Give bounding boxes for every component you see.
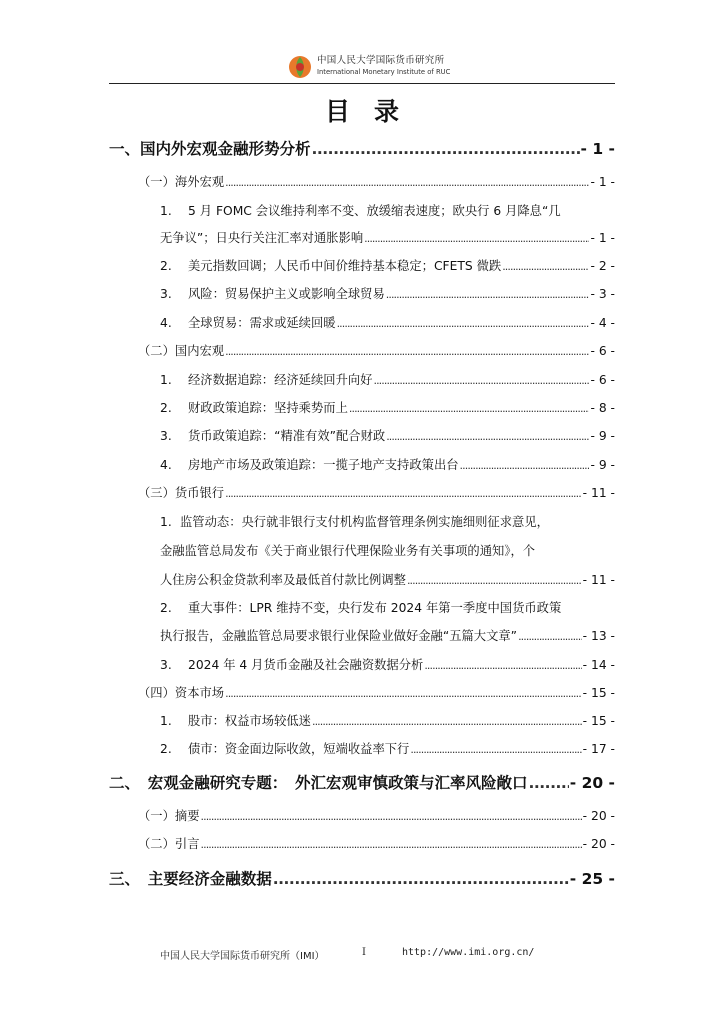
toc-leader [460, 459, 590, 472]
toc-page: - 15 - [582, 714, 615, 728]
toc-leader [273, 870, 569, 888]
toc-leader [410, 743, 581, 756]
toc-entry-section-2[interactable] [109, 771, 615, 793]
toc-label: 执行报告，金融监管总局要求银行业保险业做好金融“五篇大文章” [160, 629, 518, 643]
toc-label: 房地产市场及政策追踪：一揽子地产支持政策出台 [188, 458, 459, 472]
toc-page: - 15 - [582, 686, 615, 700]
toc-entry-1-4-2[interactable] [160, 739, 615, 757]
institute-name-en: International Monetary Institute of RUC [317, 68, 451, 76]
toc-label: 二、 宏观金融研究专题： 外汇宏观审慎政策与汇率风险敞口 [109, 774, 528, 792]
toc-number: 3. [160, 658, 172, 672]
toc-leader [312, 140, 580, 158]
toc-entry-1-1-4[interactable] [160, 313, 615, 331]
toc-entry-1-3-3[interactable] [160, 655, 615, 673]
toc-leader [518, 630, 582, 643]
toc-page: - 11 - [582, 486, 615, 500]
toc-entry-1-3-1-line1 [160, 512, 549, 530]
toc-leader [225, 345, 589, 358]
toc-page: - 6 - [590, 373, 615, 387]
toc-entry-1-1-3[interactable] [160, 284, 615, 302]
toc-entry-section-1[interactable] [109, 137, 615, 159]
footer-page-number: I [362, 947, 366, 958]
toc-page: - 11 - [582, 573, 615, 587]
toc-page: - 13 - [582, 629, 615, 643]
toc-leader [349, 402, 590, 415]
toc-leader [225, 487, 582, 500]
toc-page: - 9 - [590, 429, 615, 443]
toc-label: （四）资本市场 [138, 686, 225, 700]
toc-entry-2-2[interactable] [138, 834, 615, 852]
toc-leader [364, 232, 589, 245]
toc-leader [225, 687, 582, 700]
toc-page: - 1 - [590, 175, 615, 189]
toc-entry-1-1-1-line1 [160, 201, 561, 219]
toc-entry-1-3-2[interactable] [160, 626, 615, 644]
toc-label: （二）引言 [138, 837, 200, 851]
toc-label: 2024 年 4 月货币金融及社会融资数据分析 [188, 658, 424, 672]
toc-entry-1-2-1[interactable] [160, 370, 615, 388]
toc-entry-1-3[interactable] [138, 483, 615, 501]
footer-institute: 中国人民大学国际货币研究所（IMI） [160, 951, 325, 962]
toc-page: - 8 - [590, 401, 615, 415]
toc-leader [386, 288, 590, 301]
toc-label-line: 5 月 FOMC 会议维持利率不变、放缓缩表速度；欧央行 6 月降息“几 [188, 204, 561, 218]
toc-page: - 17 - [582, 742, 615, 756]
toc-page: - 3 - [590, 287, 615, 301]
toc-label: 三、 主要经济金融数据 [109, 870, 272, 888]
toc-leader [312, 715, 582, 728]
institute-name [317, 55, 450, 77]
toc-entry-section-3[interactable] [109, 867, 615, 889]
toc-page: - 4 - [590, 316, 615, 330]
toc-label: （二）国内宏观 [138, 344, 225, 358]
toc-entry-1-1[interactable] [138, 172, 615, 190]
toc-number: 1. [160, 714, 172, 728]
toc-leader [373, 374, 589, 387]
page-title: 目录 [324, 97, 423, 126]
toc-label: 全球贸易：需求或延续回暖 [188, 316, 336, 330]
toc-label: 股市：权益市场较低迷 [188, 714, 311, 728]
toc-number: 3. [160, 429, 172, 443]
footer-url[interactable]: http://www.imi.org.cn/ [402, 947, 535, 958]
toc-label-line: 监管动态：央行就非银行支付机构监督管理条例实施细则征求意见， [180, 515, 549, 529]
toc-page: - 25 - [569, 870, 615, 888]
toc-page: - 20 - [582, 809, 615, 823]
toc-number: 2. [160, 742, 172, 756]
toc-entry-1-2-2[interactable] [160, 398, 615, 416]
toc-page: - 6 - [590, 344, 615, 358]
toc-entry-1-1-1[interactable] [160, 228, 615, 246]
toc-number: 4. [160, 458, 172, 472]
toc-page: - 20 - [582, 837, 615, 851]
toc-page: - 1 - [590, 231, 615, 245]
toc-page: - 2 - [590, 259, 615, 273]
toc-page: - 20 - [569, 774, 615, 792]
toc-entry-1-2[interactable] [138, 341, 615, 359]
toc-leader [201, 838, 582, 851]
toc-label: 美元指数回调；人民币中间价维持基本稳定；CFETS 微跌 [188, 259, 502, 273]
toc-leader [225, 176, 589, 189]
toc-leader [386, 430, 589, 443]
toc-label: 经济数据追踪：经济延续回升向好 [188, 373, 373, 387]
toc-number: 1. [160, 373, 172, 387]
toc-entry-1-4-1[interactable] [160, 711, 615, 729]
toc-label: 货币政策追踪：“精准有效”配合财政 [188, 429, 386, 443]
toc-page: - 14 - [582, 658, 615, 672]
toc-leader [424, 659, 581, 672]
toc-leader [407, 574, 582, 587]
toc-entry-1-3-1[interactable] [160, 570, 615, 588]
imi-logo-icon [287, 54, 313, 80]
toc-leader [337, 317, 590, 330]
toc-label-line: 重大事件：LPR 维持不变，央行发布 2024 年第一季度中国货币政策 [188, 601, 562, 615]
toc-label: 财政政策追踪：坚持乘势而上 [188, 401, 348, 415]
toc-number: 2. [160, 601, 172, 615]
toc-label: （一）摘要 [138, 809, 200, 823]
toc-number: 2. [160, 259, 172, 273]
toc-label: 无争议”；日央行关注汇率对通胀影响 [160, 231, 364, 245]
toc-label: 人住房公积金贷款利率及最低首付款比例调整 [160, 573, 406, 587]
toc-label: 风险：贸易保护主义或影响全球贸易 [188, 287, 385, 301]
toc-number: 1. [160, 515, 172, 529]
toc-number: 1. [160, 204, 172, 218]
toc-label: 一、国内外宏观金融形势分析 [109, 140, 311, 158]
toc-entry-1-1-2[interactable] [160, 256, 615, 274]
toc-leader [201, 810, 582, 823]
toc-leader [502, 260, 589, 273]
toc-leader [529, 774, 569, 792]
toc-number: 3. [160, 287, 172, 301]
toc-entry-1-4[interactable] [138, 683, 615, 701]
institute-name-cn: 中国人民大学国际货币研究所 [317, 55, 445, 66]
toc-entry-1-2-3[interactable] [160, 426, 615, 444]
page-header [109, 50, 615, 84]
toc-entry-2-1[interactable] [138, 806, 615, 824]
toc-label-line: 金融监管总局发布《关于商业银行代理保险业务有关事项的通知》，个 [160, 544, 536, 558]
toc-label: （三）货币银行 [138, 486, 225, 500]
toc-number: 4. [160, 316, 172, 330]
toc-entry-1-2-4[interactable] [160, 455, 615, 473]
toc-label: 债市：资金面边际收敛，短端收益率下行 [188, 742, 410, 756]
toc-page: - 9 - [590, 458, 615, 472]
toc-page: - 1 - [580, 140, 615, 158]
toc-entry-1-3-2-line1 [160, 598, 561, 616]
toc-label: （一）海外宏观 [138, 175, 225, 189]
toc-number: 2. [160, 401, 172, 415]
